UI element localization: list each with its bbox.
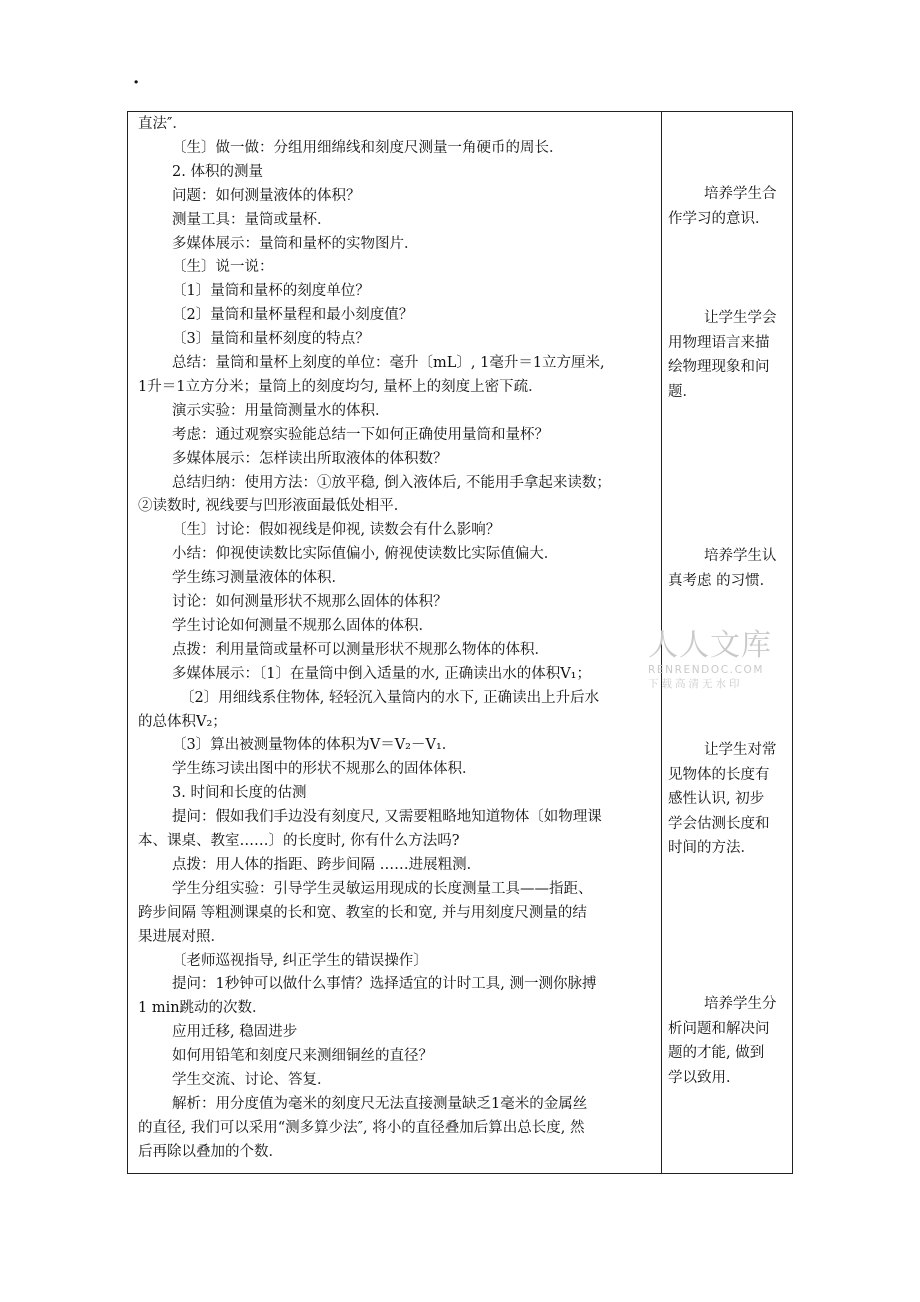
header-mark: · <box>133 72 140 93</box>
text-line: 〔3〕量筒和量杯刻度的特点？ <box>172 331 370 348</box>
note-line: 培养学生认 <box>704 548 777 564</box>
text-line: 解析：用分度值为毫米的刻度尺无法直接测量缺乏1毫米的金属丝 <box>172 1095 588 1112</box>
watermark-title: 人人文库 <box>648 628 772 663</box>
text-line: 点拨：利用量筒或量杯可以测量形状不规那么物体的体积． <box>172 641 549 658</box>
text-line: 学生练习读出图中的形状不规那么的固体体积． <box>172 761 477 778</box>
note-line: 见物体的长度有 <box>668 766 770 783</box>
text-line: 多媒体展示：怎样读出所取液体的体积数？ <box>172 450 448 467</box>
text-line: 〔2〕用细线系住物体, 轻轻沉入量筒内的水下, 正确读出上升后水 <box>180 689 600 706</box>
text-line: 的总体积V₂； <box>138 713 227 730</box>
note-line: 学以致用． <box>668 1069 741 1086</box>
text-line: 果进展对照． <box>138 928 225 945</box>
text-line: 〔2〕量筒和量杯量程和最小刻度值？ <box>172 307 414 324</box>
text-line: 如何用铅笔和刻度尺来测细铜丝的直径？ <box>172 1048 433 1065</box>
text-line: 2. 体积的测量 <box>172 163 263 180</box>
note-line: 培养学生分 <box>704 996 777 1012</box>
text-line: 1升＝1立方分米；量筒上的刻度均匀, 量杯上的刻度上密下疏． <box>138 378 543 395</box>
text-line: 提问：1秒钟可以做什么事情？选择适宜的计时工具, 测一测你脉搏 <box>172 976 597 993</box>
text-line: 的直径, 我们可以采用“测多算少法″, 将小的直径叠加后算出总长度, 然 <box>138 1119 585 1136</box>
note-line: 真考虑 的习惯． <box>668 572 775 589</box>
text-line: ②读数时, 视线要与凹形液面最低处相平． <box>138 498 409 515</box>
text-line: 3. 时间和长度的估测 <box>172 785 307 802</box>
text-line: 讨论：如何测量形状不规那么固体的体积？ <box>172 594 448 610</box>
text-line: 1 min跳动的次数． <box>138 1000 267 1017</box>
note-block <box>668 544 788 593</box>
text-line: 问题：如何测量液体的体积？ <box>172 187 361 204</box>
text-line: 后再除以叠加的个数． <box>138 1143 283 1160</box>
text-line: 〔生〕说一说： <box>172 259 274 276</box>
note-line: 作学习的意识． <box>668 210 770 227</box>
text-line: 小结：仰视使读数比实际值偏小, 俯视使读数比实际值偏大． <box>172 546 559 563</box>
text-line: 总结：量筒和量杯上刻度的单位：毫升〔mL〕, 1毫升＝1立方厘米, <box>172 355 605 371</box>
text-line: 总结归纳：使用方法：①放平稳, 倒入液体后, 不能用手拿起来读数； <box>172 474 611 491</box>
text-line: 演示实验：用量筒测量水的体积． <box>172 402 390 419</box>
note-line: 绘物理现象和问 <box>668 359 770 375</box>
watermark-site: RENRENDOC.COM <box>648 664 765 676</box>
text-line: 多媒体展示：量筒和量杯的实物图片． <box>172 235 419 252</box>
text-line: 〔1〕量筒和量杯的刻度单位？ <box>172 283 370 300</box>
text-line: 学生交流、讨论、答复． <box>172 1072 332 1088</box>
note-line: 让学生对常 <box>704 742 777 758</box>
note-block <box>668 182 788 231</box>
text-line: 点拨：用人体的指距、跨步间隔 ……进展粗测． <box>172 856 482 873</box>
text-line: 考虑：通过观察实验能总结一下如何正确使用量筒和量杯？ <box>172 426 549 443</box>
text-line: 多媒体展示：〔1〕在量筒中倒入适量的水, 正确读出水的体积V₁； <box>172 665 591 682</box>
note-block <box>668 306 788 404</box>
note-block <box>668 992 788 1090</box>
note-line: 题． <box>668 383 697 400</box>
text-line: 〔生〕讨论：假如视线是仰视, 读数会有什么影响？ <box>172 522 501 539</box>
text-line: 学生练习测量液体的体积． <box>172 570 346 587</box>
text-line: 跨步间隔 等粗测课桌的长和宽、教室的长和宽, 并与用刻度尺测量的结 <box>138 904 587 921</box>
note-line: 时间的方法． <box>668 840 755 856</box>
text-line: 学生讨论如何测量不规那么固体的体积． <box>172 617 433 634</box>
text-line: 直法″． <box>138 116 187 132</box>
note-line: 让学生学会 <box>704 310 777 326</box>
note-line: 学会估测长度和 <box>668 815 770 832</box>
text-line: 提问：假如我们手边没有刻度尺, 又需要粗略地知道物体〔如物理课 <box>172 809 602 826</box>
text-line: 学生分组实验：引导学生灵敏运用现成的长度测量工具——指距、 <box>172 880 593 897</box>
text-line: 〔老师巡视指导, 纠正学生的错误操作〕 <box>172 952 428 969</box>
watermark <box>648 620 788 691</box>
note-line: 用物理语言来描 <box>668 334 770 351</box>
text-line: 〔生〕做一做：分组用细绵线和刻度尺测量一角硬币的周长． <box>172 139 564 156</box>
text-line: 〔3〕算出被测量物体的体积为V＝V₂－V₁． <box>172 737 457 754</box>
note-block <box>668 738 788 861</box>
text-line: 测量工具：量筒或量杯． <box>172 211 332 228</box>
note-line: 题的才能, 做到 <box>668 1045 765 1061</box>
watermark-slogan: 下载高清无水印 <box>648 678 743 690</box>
note-line: 析问题和解决问 <box>668 1020 770 1037</box>
text-line: 本、课桌、教室……〕的长度时, 你有什么方法吗? <box>138 833 460 849</box>
text-line: 应用迁移, 稳固进步 <box>172 1024 298 1041</box>
note-line: 培养学生合 <box>704 186 777 202</box>
note-line: 感性认识, 初步 <box>668 791 765 807</box>
